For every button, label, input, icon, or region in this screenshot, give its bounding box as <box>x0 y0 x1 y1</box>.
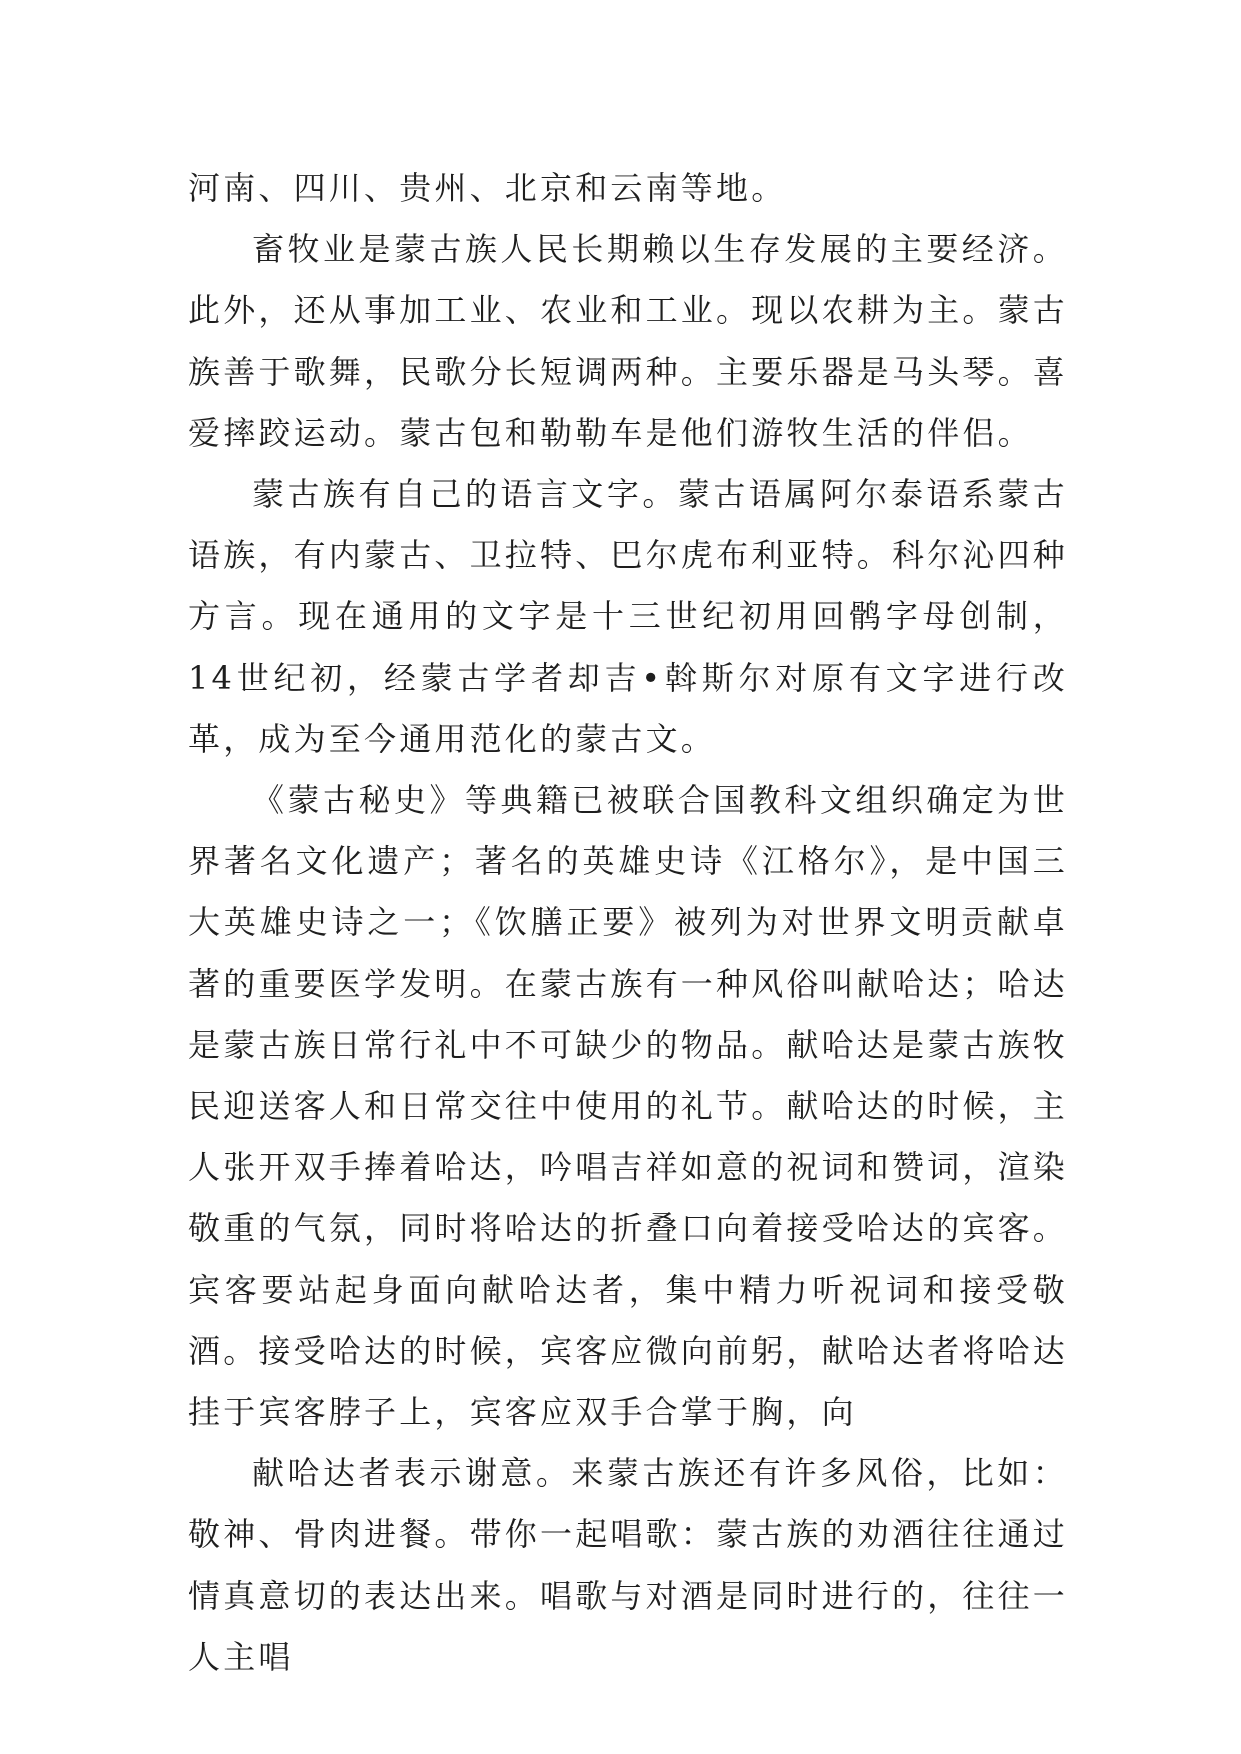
document-body <box>188 158 1068 1688</box>
paragraph-2: 畜牧业是蒙古族人民长期赖以生存发展的主要经济。此外，还从事加工业、农业和工业。现以农耕为主。蒙古族善于歌舞，民歌分长短调两种。主要乐器是马头琴。喜爱摔跤运动。蒙古包和勒勒车是他们游牧生活的伴侣。 <box>188 230 1069 452</box>
paragraph-4: 《蒙古秘史》等典籍已被联合国教科文组织确定为世界著名文化遗产；著名的英雄史诗《江格尔》，是中国三大英雄史诗之一；《饮膳正要》被列为对世界文明贡献卓著的重要医学发明。在蒙古族有一种风俗叫献哈达；哈达是蒙古族日常行礼中不可缺少的物品。献哈达是蒙古族牧民迎送客人和日常交往中使用的礼节。献哈达的时候，主人张开双手捧着哈达，吟唱吉祥如意的祝词和赞词，渲染敬重的气氛，同时将哈达的折叠口向着接受哈达的宾客。宾客要站起身面向献哈达者，集中精力听祝词和接受敬酒。接受哈达的时候，宾客应微向前躬，献哈达者将哈达挂于宾客脖子上，宾客应双手合掌于胸，向 <box>188 781 1069 1432</box>
paragraph-3: 蒙古族有自己的语言文字。蒙古语属阿尔泰语系蒙古语族，有内蒙古、卫拉特、巴尔虎布利亚特。科尔沁四种方言。现在通用的文字是十三世纪初用回鹘字母创制，14世纪初，经蒙古学者却吉•斡斯尔对原有文字进行改革，成为至今通用范化的蒙古文。 <box>188 475 1069 758</box>
paragraph-5: 献哈达者表示谢意。来蒙古族还有许多风俗，比如：敬神、骨肉进餐。带你一起唱歌：蒙古族的劝酒往往通过情真意切的表达出来。唱歌与对酒是同时进行的，往往一人主唱 <box>188 1454 1069 1676</box>
paragraph-1: 河南、四川、贵州、北京和云南等地。 <box>188 169 787 207</box>
